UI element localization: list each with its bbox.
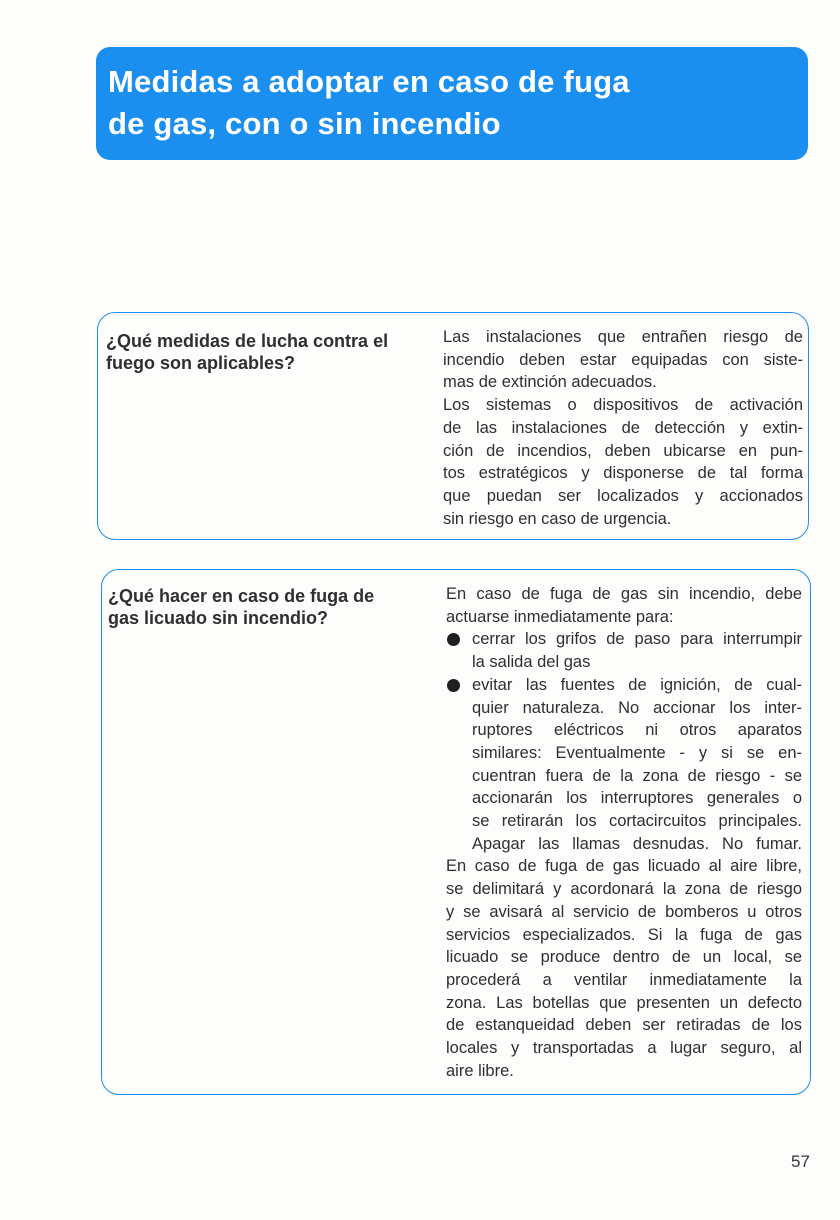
bullet-line: quier naturaleza. No accionar los inter- [472, 698, 802, 717]
bullet-line: Apagar las llamas desnudas. No fumar. [472, 834, 802, 853]
closing-line: y se avisará al servicio de bomberos u otros [446, 902, 802, 921]
intro-line: En caso de fuga de gas sin incendio, debe [446, 585, 802, 603]
closing-line: de estanqueidad deben ser retiradas de los [446, 1016, 802, 1035]
bullet-item [446, 674, 802, 856]
closing-line: zona. Las botellas que presenten un defecto [446, 993, 802, 1012]
closing-line: En caso de fuga de gas licuado al aire libre, [446, 857, 802, 876]
bullet-line: cuentran fuera de la zona de riesgo - se [472, 766, 802, 785]
closing-line: se delimitará y acordonará la zona de riesgo [446, 880, 802, 899]
closing-line: locales y transportadas a lugar seguro, al [446, 1039, 802, 1058]
section-question [106, 330, 426, 374]
section-fire-fighting [97, 312, 809, 540]
answer-line: que puedan ser localizados y accionados [443, 486, 803, 505]
section-answer [446, 583, 802, 1082]
bullet-line: ruptores eléctricos ni otros aparatos [472, 721, 802, 740]
closing-line: aire libre. [446, 1061, 514, 1080]
answer-line: Las instalaciones que entrañen riesgo de [443, 328, 803, 346]
bullet-line: accionarán los interruptores generales o [472, 789, 802, 808]
bullet-line: similares: Eventualmente - y si se en- [472, 743, 802, 762]
section-gas-leak [101, 569, 811, 1095]
question-line: fuego son aplicables? [106, 353, 296, 373]
bullet-line: la salida del gas [472, 653, 591, 672]
page-title-line-1: Medidas a adoptar en caso de fuga [108, 64, 630, 99]
bullet-item [446, 628, 802, 673]
question-line: gas licuado sin incendio? [108, 608, 329, 628]
closing-line: procederá a ventilar inmediatamente la [446, 970, 802, 989]
bullet-line: cerrar los grifos de paso para interrumpir [472, 630, 802, 649]
answer-line: mas de extinción adecuados. [443, 373, 657, 392]
section-question [108, 585, 428, 629]
question-line: ¿Qué hacer en caso de fuga de [108, 586, 375, 606]
answer-line: Los sistemas o dispositivos de activación [443, 396, 803, 415]
page-title-line-2: de gas, con o sin incendio [108, 106, 501, 141]
answer-line: tos estratégicos y disponerse de tal forma [443, 464, 803, 483]
section-answer [443, 326, 803, 530]
answer-line: incendio deben estar equipadas con siste- [443, 350, 803, 369]
page-number: 57 [791, 1152, 810, 1171]
intro-line: actuarse inmediatamente para: [446, 607, 674, 626]
answer-line: de las instalaciones de detección y extin- [443, 418, 803, 437]
bullet-line: evitar las fuentes de ignición, de cual- [472, 675, 802, 694]
closing-line: servicios especializados. Si la fuga de gas [446, 925, 802, 944]
answer-line: ción de incendios, deben ubicarse en pun- [443, 441, 803, 460]
bullet-icon [447, 633, 460, 646]
closing-line: licuado se produce dentro de un local, se [446, 948, 802, 967]
answer-line: sin riesgo en caso de urgencia. [443, 509, 672, 528]
title-banner [96, 47, 808, 160]
bullet-line: se retirarán los cortacircuitos principales. [472, 812, 802, 831]
bullet-icon [447, 679, 460, 692]
question-line: ¿Qué medidas de lucha contra el [106, 331, 389, 351]
